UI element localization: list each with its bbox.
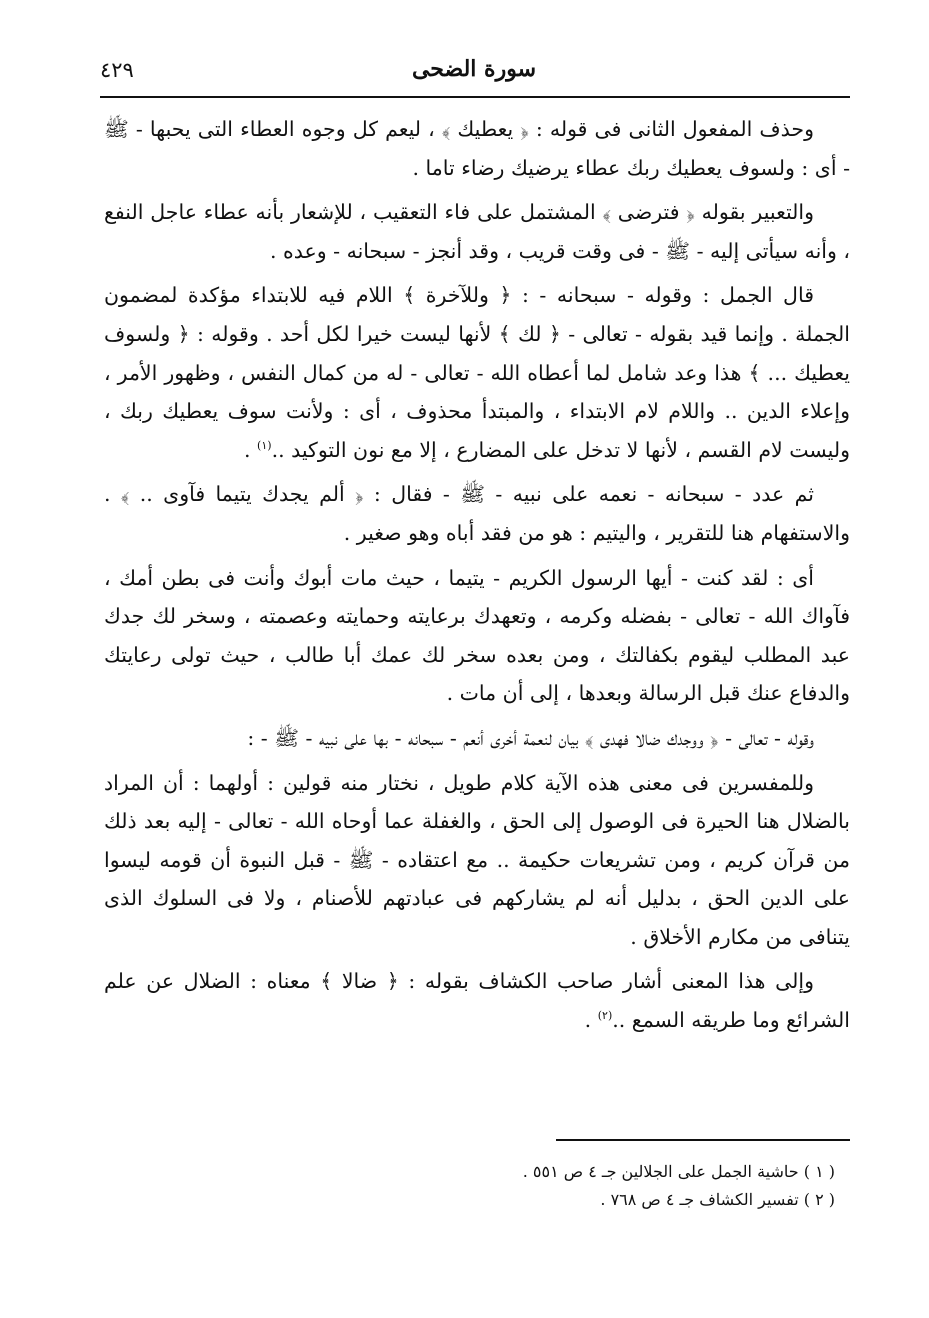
running-header [100, 52, 848, 92]
main-text [104, 110, 850, 1046]
footnote-1: ( ١ ) حاشية الجمل على الجلالين جـ ٤ ص ٥٥١ . [522, 1162, 835, 1181]
paragraph-text: قال الجمل : وقوله - سبحانه - : ﴿ وللآخرة ﴾ اللام فيه للابتداء مؤكدة لمضمون الجملة . وإنما قيد بقوله - تعالى - ﴿ لك ﴾ لأنها ليست خيرا لكل أحد . وقوله : ﴿ ولسوف يعطيك ... ﴾ هذا وعد شامل لما أعطاه الله - تعالى - له من كمال النفس ، وظهور الأمر ، وإعلاء الدين .. واللام لام الابتداء ، والمبتدأ محذوف ، أى : ولأنت سوف يعطيك ربك ، وليست لام القسم ، لأنها لا تدخل على المضارع ، إلا مع نون التوكيد .. [104, 283, 850, 462]
footnotes [300, 1158, 835, 1214]
paragraph-text: وللمفسرين فى معنى هذه الآية كلام طويل ، نختار منه قولين : أولهما : أن المراد بالضلال هنا الحيرة فى الوصول إلى الحق ، والغفلة عما أوحاه الله - تعالى - إليه بعد ذلك من قرآن كريم ، ومن تشريعات حكيمة .. مع اعتقاده - ﷺ - قبل النبوة أن قومه ليسوا على الدين الحق ، بدليل أنه لم يشاركهم فى عبادتهم للأصنام ، ولا فى السلوك الذى يتنافى من مكارم الأخلاق . [104, 770, 850, 949]
footnote-divider [556, 1139, 850, 1141]
paragraph-8: وإلى هذا المعنى أشار صاحب الكشاف بقوله : ﴿ ضالا ﴾ معناه : الضلال عن علم الشرائع وما طريقه السمع ..$^{(٢)}$ . [104, 969, 850, 1033]
paragraph-7 [104, 764, 850, 957]
paragraph-text: والتعبير بقوله ﴿ فترضى ﴾ المشتمل على فاء التعقيب ، للإشعار بأنه عطاء عاجل النفع ، وأنه سيأتى إليه - ﷺ - فى وقت قريب ، وقد أنجز - سبحانه - وعده . [104, 200, 850, 263]
paragraph-5 [104, 559, 850, 713]
surah-title: سورة الضحى [411, 56, 537, 82]
paragraph-text: أى : لقد كنت - أيها الرسول الكريم - يتيما ، حيث مات أبوك وأنت فى بطن أمك ، فآواك الله - تعالى - بفضله وكرمه ، وتعهدك برعايته وحمايته وعصمته ، وسخر لك جدك عبد المطلب ليقوم بكفالتك ، ومن بعده سخر لك عمك أبا طالب ، حيث تولى رعايتك والدفاع عنك قبل الرسالة وبعدها ، إلى أن مات . [104, 565, 850, 706]
paragraph-3: قال الجمل : وقوله - سبحانه - : ﴿ وللآخرة ﴾ اللام فيه للابتداء مؤكدة لمضمون الجملة . وإنما قيد بقوله - تعالى - ﴿ لك ﴾ لأنها ليست خيرا لكل أحد . وقوله : ﴿ ولسوف يعطيك ... ﴾ هذا وعد شامل لما أعطاه الله - تعالى - له من كمال النفس ، وظهور الأمر ، وإعلاء الدين .. واللام لام الابتداء ، والمبتدأ محذوف ، أى : ولأنت سوف يعطيك ربك ، وليست لام القسم ، لأنها لا تدخل على المضارع ، إلا مع نون التوكيد ..$^{(١)}$ . [104, 283, 850, 462]
footnote-2: ( ٢ ) تفسير الكشاف جـ ٤ ص ٧٦٨ . [600, 1190, 835, 1209]
paragraph-4 [104, 475, 850, 552]
paragraph-text: وإلى هذا المعنى أشار صاحب الكشاف بقوله : ﴿ ضالا ﴾ معناه : الضلال عن علم الشرائع وما طريقه السمع .. [104, 969, 850, 1033]
paragraph-2 [104, 193, 850, 270]
paragraph-text: ثم عدد - سبحانه - نعمه على نبيه - ﷺ - فقال : ﴿ ألم يجدك يتيما فآوى .. ﴾ . والاستفهام هنا للتقرير ، واليتيم : هو من فقد أباه وهو صغير . [104, 482, 850, 545]
paragraph-1 [104, 110, 850, 187]
paragraph-6 [104, 719, 850, 758]
footnote-ref-2: (٢) [597, 1009, 613, 1023]
paragraph-text: وقوله - تعالى - ﴿ ووجدك ضالا فهدى ﴾ بيان لنعمة أخرى أنعم - سبحانه - بها على نبيه - ﷺ - : [247, 725, 814, 750]
paragraph-text: وحذف المفعول الثانى فى قوله : ﴿ يعطيك ﴾ ، ليعم كل وجوه العطاء التى يحبها - ﷺ - أى : ولسوف يعطيك ربك عطاء يرضيك رضاء تاما . [104, 117, 850, 180]
header-divider [100, 96, 850, 98]
page-number: ٤٢٩ [100, 58, 134, 82]
footnote-ref-1: (١) [257, 438, 272, 452]
